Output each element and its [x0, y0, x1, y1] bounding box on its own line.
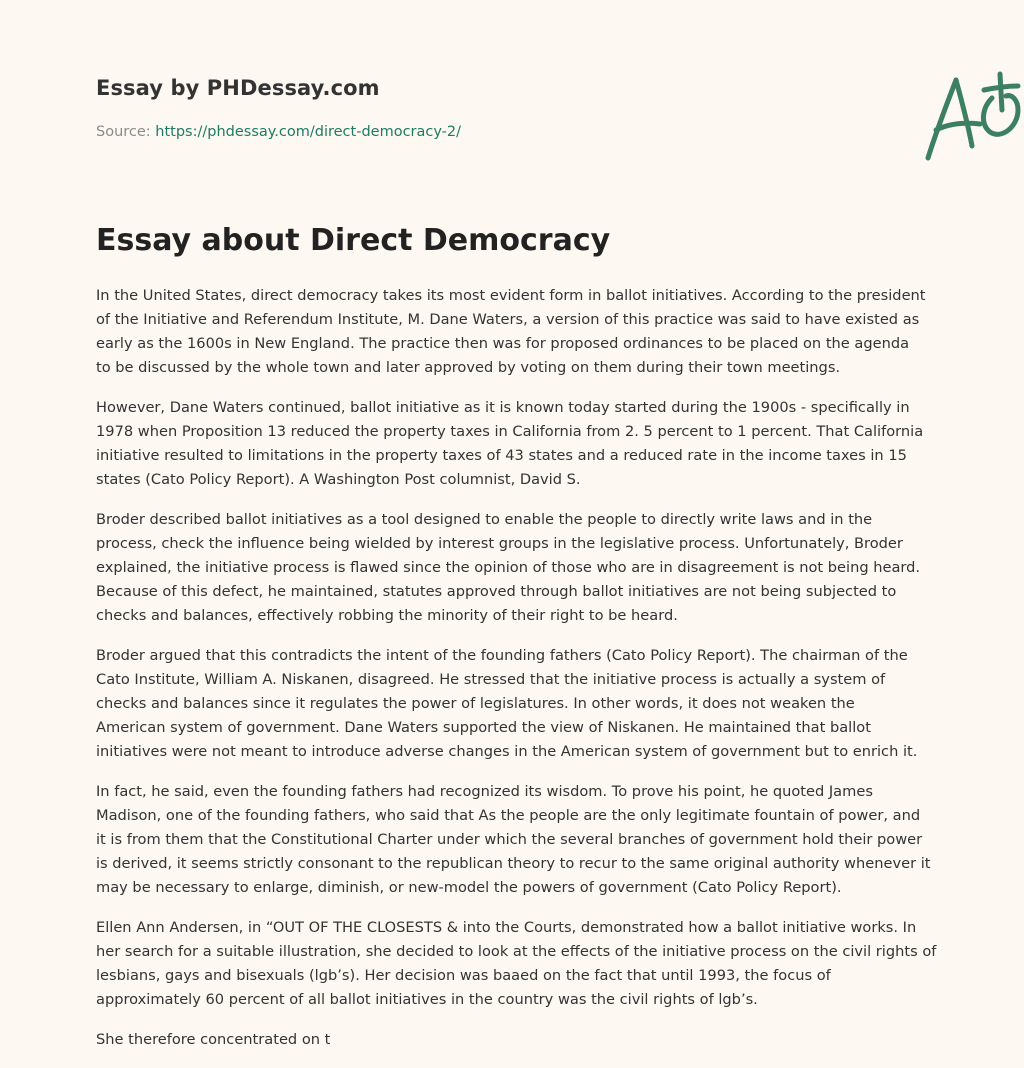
source-link[interactable]: https://phdessay.com/direct-democracy-2/	[155, 124, 462, 140]
paragraph-line: to be discussed by the whole town and later approved by voting on them during their town meetings.	[96, 359, 841, 376]
paragraph-line: approximately 60 percent of all ballot initiatives in the country was the civil rights of lgb’s.	[96, 991, 758, 1008]
paragraph-line: She therefore concentrated on t	[96, 1031, 331, 1048]
essay-paragraph	[96, 1028, 936, 1052]
paragraph-line: lesbians, gays and bisexuals (lgb’s). Her decision was baaed on the fact that until 1993, the focus of	[96, 967, 831, 984]
paragraph-line: her search for a suitable illustration, she decided to look at the effects of the initiative process on the civil rights of	[96, 943, 937, 960]
source-line	[96, 124, 461, 140]
essay-paragraph	[96, 284, 936, 380]
paragraph-line: initiatives were not meant to introduce adverse changes in the American system of government but to enrich it.	[96, 743, 918, 760]
paragraph-line: it is from them that the Constitutional Charter under which the several branches of government hold their power	[96, 831, 923, 848]
paragraph-line: initiative resulted to limitations in the property taxes of 43 states and a reduced rate in the income taxes in 15	[96, 447, 907, 464]
essay-paragraph	[96, 780, 936, 900]
paragraph-line: explained, the initiative process is flawed since the opinion of those who are in disagreement is not being heard.	[96, 559, 921, 576]
paragraph-line: is derived, it seems strictly consonant to the republican theory to recur to the same original authority whenever it	[96, 855, 931, 872]
paragraph-line: Broder argued that this contradicts the intent of the founding fathers (Cato Policy Report). The chairman of the	[96, 647, 908, 664]
paragraph-line: Broder described ballot initiatives as a tool designed to enable the people to directly write laws and in the	[96, 511, 873, 528]
paragraph-line: early as the 1600s in New England. The practice then was for proposed ordinances to be placed on the agenda	[96, 335, 910, 352]
a-plus-logo-icon	[914, 66, 1024, 166]
site-title: Essay by PHDessay.com	[96, 76, 380, 100]
paragraph-line: Cato Institute, William A. Niskanen, disagreed. He stressed that the initiative process is actually a system of	[96, 671, 886, 688]
essay-paragraph	[96, 644, 936, 764]
paragraph-line: In fact, he said, even the founding fathers had recognized its wisdom. To prove his point, he quoted James	[96, 783, 873, 800]
paragraph-line: In the United States, direct democracy takes its most evident form in ballot initiatives. According to the president	[96, 287, 926, 304]
source-label: Source:	[96, 124, 151, 140]
paragraph-line: However, Dane Waters continued, ballot initiative as it is known today started during the 1900s - specifically in	[96, 399, 910, 416]
paragraph-line: of the Initiative and Referendum Institute, M. Dane Waters, a version of this practice was said to have existed as	[96, 311, 920, 328]
paragraph-line: American system of government. Dane Waters supported the view of Niskanen. He maintained that ballot	[96, 719, 871, 736]
paragraph-line: states (Cato Policy Report). A Washington Post columnist, David S.	[96, 471, 581, 488]
paragraph-line: checks and balances since it regulates the power of legislatures. In other words, it does not weaken the	[96, 695, 855, 712]
essay-body	[96, 284, 936, 1068]
essay-paragraph	[96, 916, 936, 1012]
paragraph-line: Madison, one of the founding fathers, who said that As the people are the only legitimate fountain of power, and	[96, 807, 921, 824]
essay-paragraph	[96, 396, 936, 492]
paragraph-line: may be necessary to enlarge, diminish, or new-model the powers of government (Cato Policy Report).	[96, 879, 842, 896]
paragraph-line: process, check the influence being wielded by interest groups in the legislative process. Unfortunately, Broder	[96, 535, 903, 552]
paragraph-line: 1978 when Proposition 13 reduced the property taxes in California from 2. 5 percent to 1 percent. That California	[96, 423, 924, 440]
paragraph-line: checks and balances, effectively robbing the minority of their right to be heard.	[96, 607, 678, 624]
essay-paragraph	[96, 508, 936, 628]
paragraph-line: Because of this defect, he maintained, statutes approved through ballot initiatives are not being subjected to	[96, 583, 897, 600]
essay-title: Essay about Direct Democracy	[96, 223, 611, 258]
paragraph-line: Ellen Ann Andersen, in “OUT OF THE CLOSESTS & into the Courts, demonstrated how a ballot initiative works. In	[96, 919, 917, 936]
